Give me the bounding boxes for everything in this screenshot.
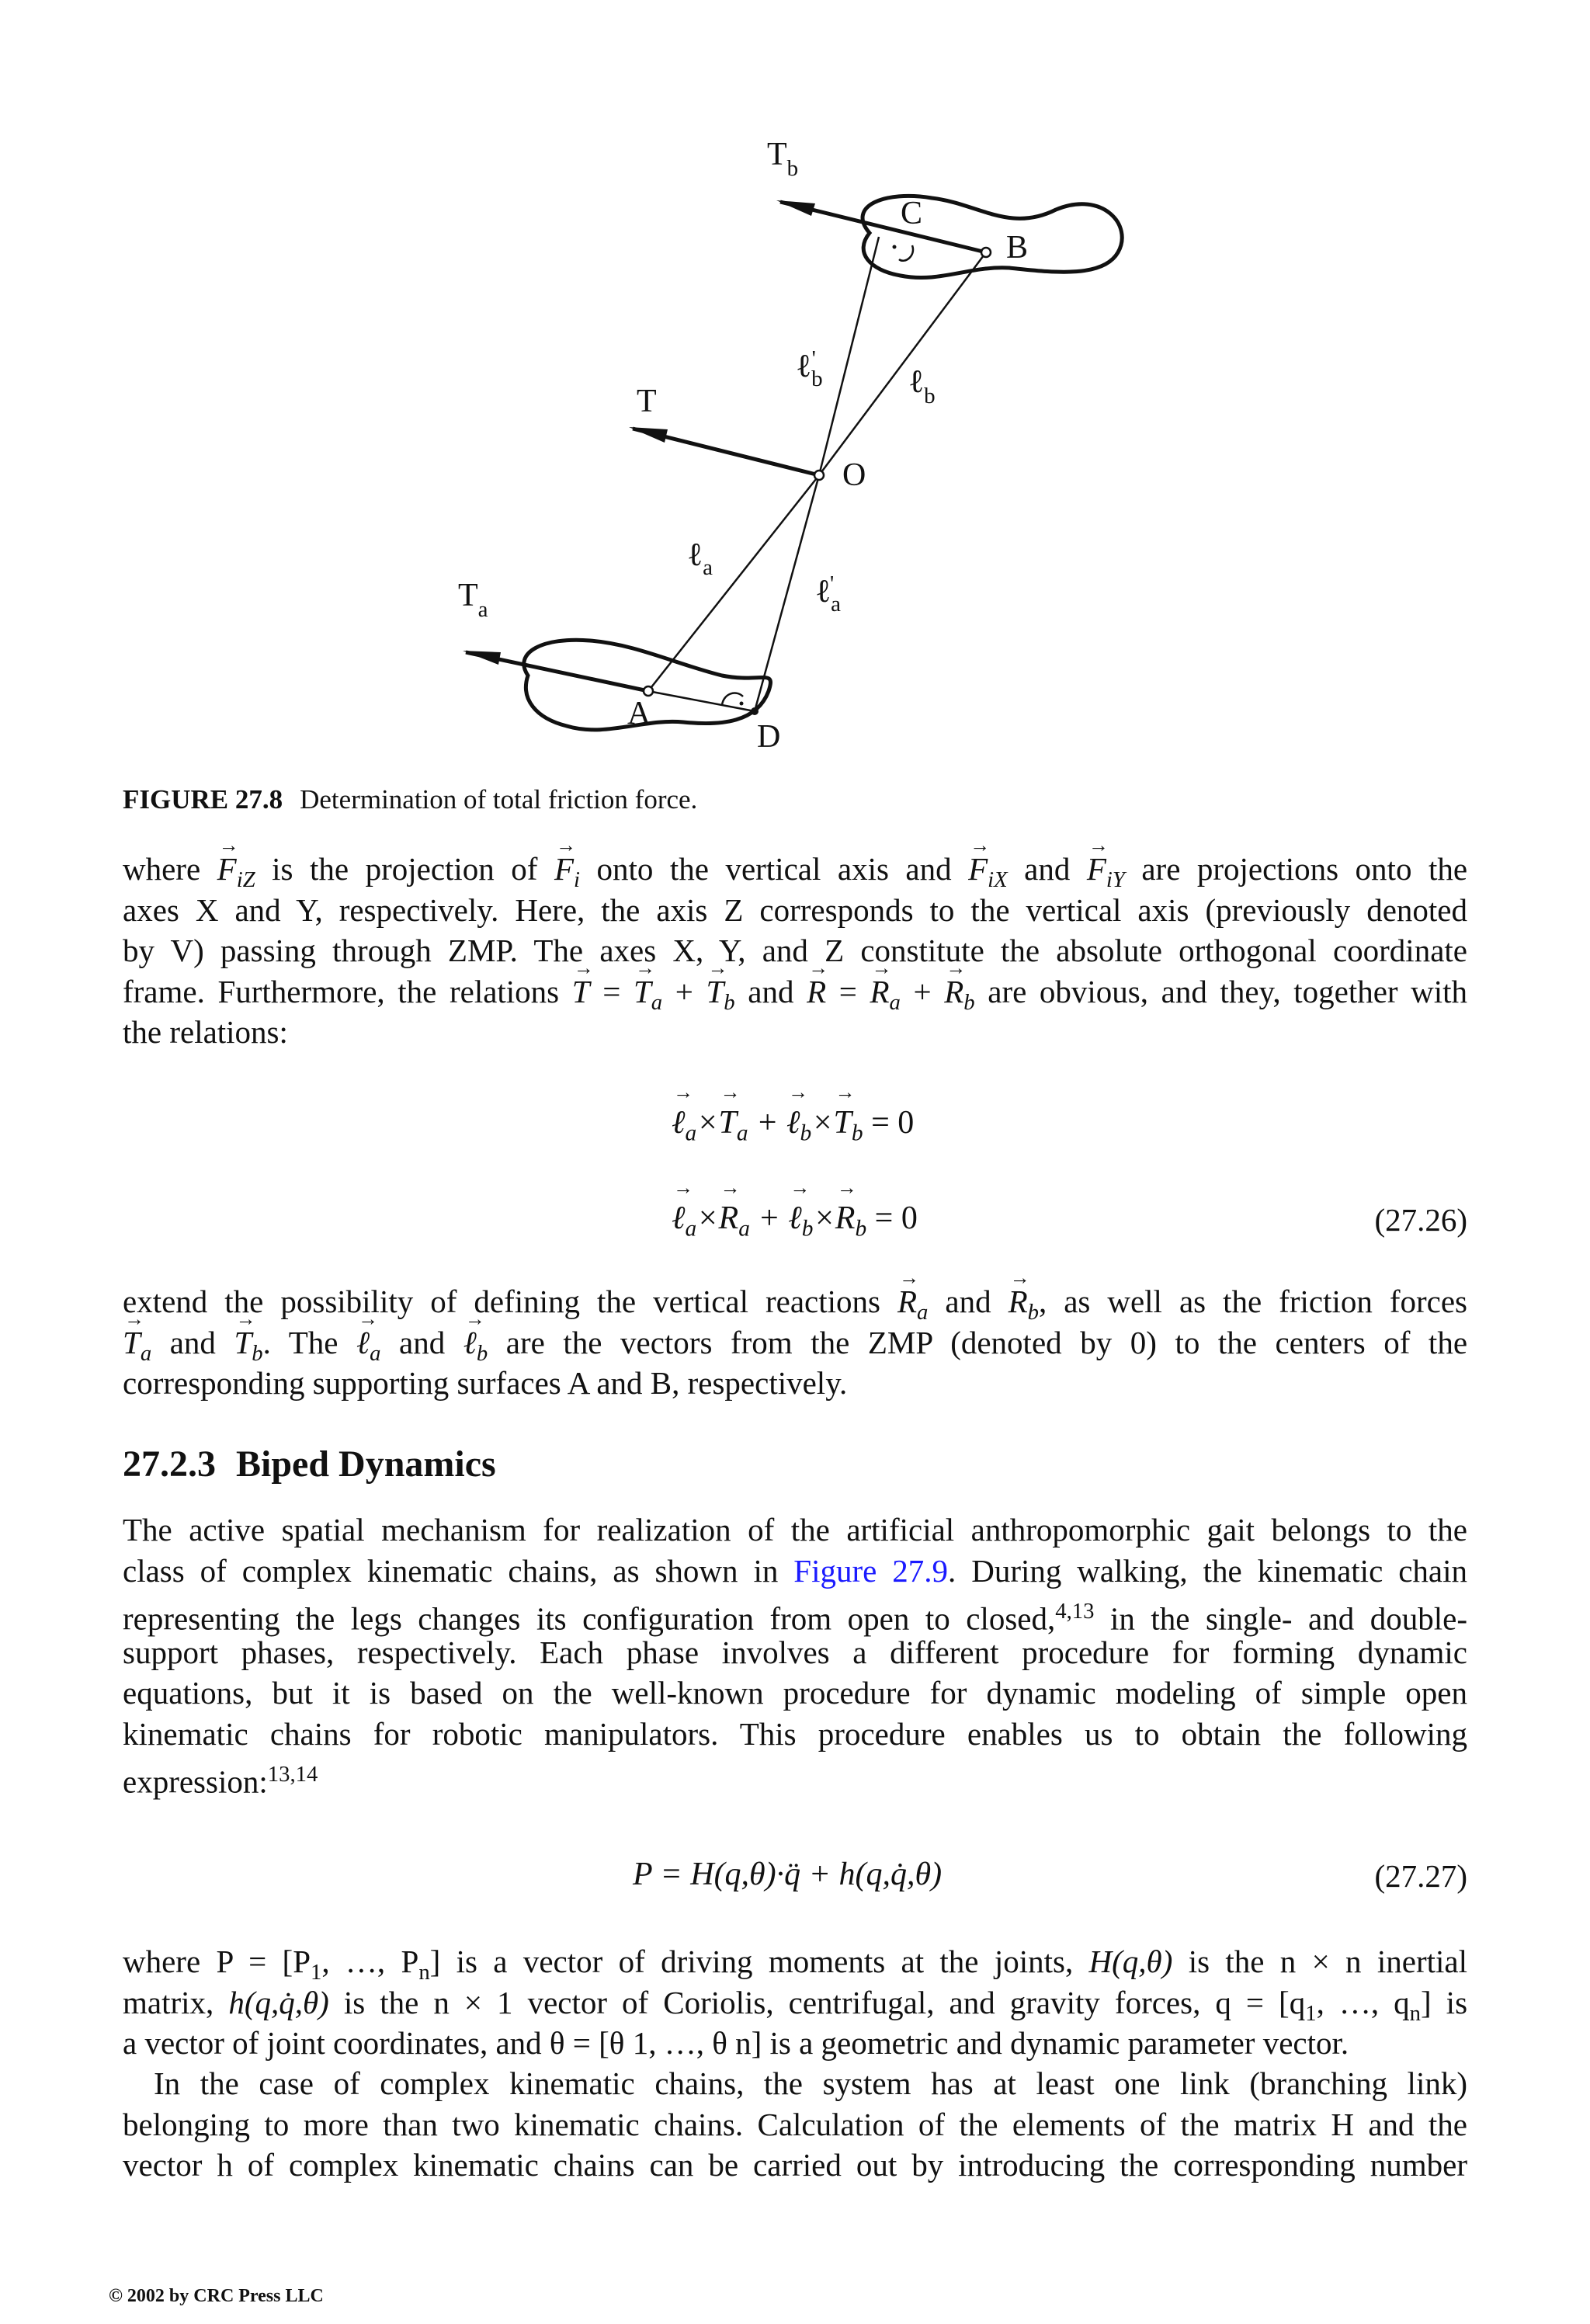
arrow-t-head bbox=[629, 427, 668, 443]
p5-line-3: vector h of complex kinematic chains can be carried out by introducing the corresponding number bbox=[123, 2147, 1467, 2183]
point-o bbox=[814, 471, 824, 480]
p1-line-3: by V) passing through ZMP. The axes X, Y, and Z constitute the absolute orthogonal coordinate bbox=[123, 933, 1467, 968]
p3-line-5: equations, but it is based on the well-known procedure for dynamic modeling of simple open bbox=[123, 1675, 1467, 1711]
label-o: O bbox=[842, 457, 866, 493]
section-heading bbox=[123, 1443, 516, 1485]
equation-number-27-26: (27.26) bbox=[1374, 1202, 1467, 1238]
arrow-ta-head bbox=[463, 651, 501, 665]
section-number: 27.2.3 bbox=[123, 1443, 216, 1485]
p4-line-1: where $P = [P_1$, …, $P_n$] is a vector of driving moments at the joints, H(q,θ) is the n × n inertial bbox=[123, 1944, 1467, 1985]
p3-line-2: class of complex kinematic chains, as shown in Figure 27.9. During walking, the kinematic chain bbox=[123, 1552, 1467, 1589]
equation-27-27: P = H(q,θ)·q̈ + h(q,q̇,θ) bbox=[633, 1857, 943, 1892]
p3-line-7: expression:$^{13,14}$ bbox=[123, 1762, 318, 1800]
figure-caption bbox=[123, 784, 697, 815]
friction-force-diagram bbox=[0, 0, 1590, 776]
line-o-to-d bbox=[755, 475, 819, 711]
label-tb: $T_b$ bbox=[767, 137, 799, 181]
paragraph-3 bbox=[123, 1509, 1467, 1800]
equation-number-27-27: (27.27) bbox=[1374, 1858, 1467, 1894]
p1-line-2: axes X and Y, respectively. Here, the axis Z corresponds to the vertical axis (previously denoted bbox=[123, 891, 1467, 928]
p2-line-2: → $T_a$ and → $T_b$. The → ℓ$_a$ and → ℓ$_b$ are the vectors from the ZMP (denoted by 0) to the centers of the bbox=[123, 1322, 1467, 1363]
figure-27-8 bbox=[0, 0, 1590, 776]
equation-27-26-line-1: → ℓ$_a$×→ $T_a$ + → ℓ$_b$×→ $T_b = 0$ bbox=[672, 1104, 914, 1146]
label-la-prime: ℓ$_a$' bbox=[815, 571, 841, 617]
label-d: D bbox=[757, 719, 781, 755]
paragraph-1 bbox=[123, 849, 1467, 1053]
p3-line-6: kinematic chains for robotic manipulators. This procedure enables us to obtain the following bbox=[123, 1715, 1467, 1752]
label-a: A bbox=[627, 696, 651, 731]
p1-line-1: where → $F_{iZ}$ is the projection of → $F_i$ onto the vertical axis and → $F_{iX}$ and → $F_{iY}$ are projections onto the bbox=[123, 849, 1467, 890]
equation-27-26-line-2: → ℓ$_a$×→ $R_a$ + → ℓ$_b$×→ $R_b = 0$ bbox=[672, 1200, 918, 1242]
figure-27-9-link[interactable]: Figure 27.9 bbox=[793, 1552, 949, 1589]
p4-line-3: a vector of joint coordinates, and θ = [θ 1, …, θ n] is a geometric and dynamic parameter vector. bbox=[123, 2025, 1349, 2061]
label-ta: $T_a$ bbox=[458, 578, 488, 622]
label-b: B bbox=[1006, 230, 1029, 266]
label-t: T bbox=[637, 384, 657, 419]
line-o-to-a bbox=[648, 475, 819, 691]
p3-line-4: support phases, respectively. Each phase involves a different procedure for forming dynamic bbox=[123, 1634, 1467, 1670]
point-a bbox=[644, 686, 653, 696]
arrow-tb-head bbox=[776, 200, 815, 216]
p3-line-1: The active spatial mechanism for realization of the artificial anthropomorphic gait belongs to the bbox=[123, 1512, 1467, 1548]
paragraph-5 bbox=[123, 2063, 1467, 2186]
line-o-to-b bbox=[819, 252, 986, 475]
p2-line-3: corresponding supporting surfaces A and B, respectively. bbox=[123, 1365, 848, 1401]
caption-number: FIGURE 27.8 bbox=[123, 784, 283, 815]
p1-line-4: frame. Furthermore, the relations → T = → $T_a$ + → $T_b$ and → R = → $R_a$ + → $R_b$ are obvious, and they, together with bbox=[123, 971, 1467, 1013]
p2-line-1: extend the possibility of defining the vertical reactions → $R_a$ and → $R_b$, as well as the friction forces bbox=[123, 1281, 1467, 1322]
p5-line-2: belonging to more than two kinematic chains. Calculation of the elements of the matrix H and the bbox=[123, 2106, 1467, 2142]
p3-line-3: representing the legs changes its configuration from open to closed,$^{4,13}$ in the single- and double- bbox=[123, 1599, 1467, 1637]
p4-line-2: matrix, h(q,q̇,θ) is the n × 1 vector of Coriolis, centrifugal, and gravity forces, $q = [q_1$, …, $q_n$] is bbox=[123, 1984, 1468, 2026]
point-b bbox=[981, 248, 991, 257]
paragraph-4 bbox=[123, 1941, 1467, 2064]
p5-line-1: In the case of complex kinematic chains, the system has at least one link (branching link) bbox=[154, 2065, 1467, 2101]
line-o-to-c bbox=[819, 237, 879, 475]
caption-text: Determination of total friction force. bbox=[300, 784, 698, 815]
label-la: ℓ$_a$ bbox=[687, 537, 713, 580]
copyright-footer: © 2002 by CRC Press LLC bbox=[109, 2286, 324, 2306]
label-lb-prime: ℓ$_b$' bbox=[796, 346, 823, 391]
point-d bbox=[751, 707, 759, 715]
p1-line-5: the relations: bbox=[123, 1014, 288, 1050]
paragraph-2 bbox=[123, 1281, 1467, 1404]
label-c: C bbox=[901, 196, 923, 231]
section-title: Biped Dynamics bbox=[236, 1443, 496, 1485]
right-angle-c bbox=[899, 245, 913, 261]
label-lb: ℓ$_b$ bbox=[908, 364, 936, 408]
